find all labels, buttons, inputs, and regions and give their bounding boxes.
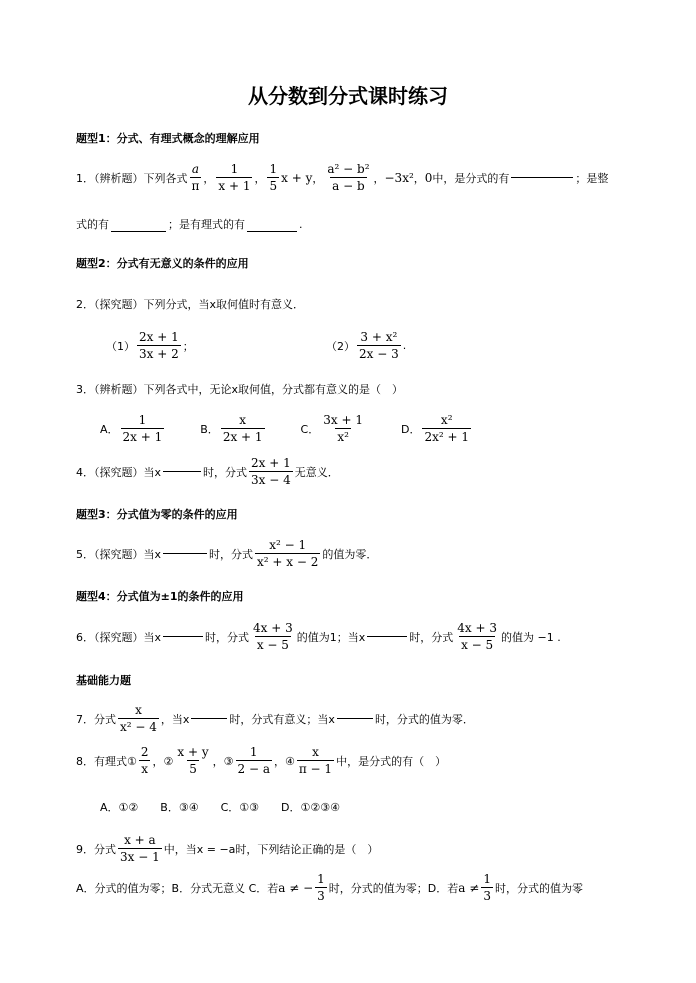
section-heading-4: 题型4：分式值为±1的条件的应用 bbox=[76, 590, 244, 603]
choice-label: C． bbox=[300, 422, 320, 436]
question-2-text: 2．（探究题）下列分式，当x取何值时有意义． bbox=[76, 298, 305, 311]
fraction: $\frac{x + a}{3x - 1}$ bbox=[120, 833, 160, 864]
q8-text: ，③ bbox=[212, 754, 234, 768]
expression: x + y bbox=[281, 170, 313, 185]
fraction: $\frac{2}{x}$ bbox=[140, 745, 149, 776]
question-3-text: 3．（辨析题）下列各式中，无论x取何值，分式都有意义的是（ ） bbox=[76, 383, 404, 396]
expression: −3x² bbox=[384, 170, 414, 185]
q7-text: 7．分式 bbox=[76, 712, 116, 726]
answer-blank[interactable] bbox=[163, 636, 203, 637]
choice-number: ④ bbox=[188, 800, 199, 814]
choice-number: ① bbox=[118, 800, 129, 814]
label: （1） bbox=[106, 339, 135, 353]
q1-text: 中，是分式的有 bbox=[432, 171, 510, 185]
section-heading-3: 题型3：分式值为零的条件的应用 bbox=[76, 508, 238, 521]
fraction: $\frac{\text{a² − b²}}{a - b}$ bbox=[327, 162, 370, 193]
question-3-choices bbox=[100, 413, 473, 444]
question-6 bbox=[76, 621, 561, 652]
answer-blank[interactable] bbox=[163, 553, 207, 554]
answer-blank[interactable] bbox=[247, 231, 297, 232]
choice-number: ③ bbox=[320, 800, 331, 814]
question-5 bbox=[76, 538, 377, 569]
q5-text: 5．（探究题）当x bbox=[76, 547, 162, 561]
q9-text: 中，当x = −a时，下列结论正确的是（ ） bbox=[163, 842, 379, 856]
answer-blank[interactable] bbox=[511, 177, 573, 178]
expression: 0 bbox=[424, 170, 433, 185]
q9-text: 时，分式的值为零；D．若 bbox=[328, 881, 459, 895]
fraction: $\frac{x}{\text{x² − 4}}$ bbox=[120, 703, 157, 734]
q6-text: 的值为 −1 . bbox=[501, 630, 561, 644]
choice-value bbox=[301, 801, 341, 814]
question-2-part-2 bbox=[326, 330, 406, 361]
section-heading-2: 题型2：分式有无意义的条件的应用 bbox=[76, 257, 249, 270]
fraction: $\frac{2x + 1}{3x + 2}$ bbox=[139, 330, 179, 361]
fraction: $\frac{4x + 3}{x - 5}$ bbox=[457, 621, 497, 652]
label: ； bbox=[182, 339, 194, 353]
fraction: $\frac{2x + 1}{3x - 4}$ bbox=[251, 456, 291, 487]
q6-text: 的值为1；当x bbox=[296, 630, 366, 644]
fraction: $\frac{x + y}{5}$ bbox=[177, 745, 209, 776]
choice-number: ① bbox=[300, 800, 311, 814]
q5-text: 时，分式 bbox=[209, 547, 254, 561]
choice-value bbox=[179, 801, 199, 814]
fraction: $\frac{\text{x² − 1}}{\text{x² + x − 2}}$ bbox=[257, 538, 319, 569]
fraction: $\frac{1}{x + 1}$ bbox=[218, 162, 251, 193]
choice-value bbox=[239, 801, 259, 814]
answer-blank[interactable] bbox=[191, 718, 227, 719]
choice-number: ② bbox=[128, 800, 139, 814]
label: （2） bbox=[326, 339, 355, 353]
choice-label: A． bbox=[100, 422, 119, 436]
choice-label: D． bbox=[400, 422, 421, 436]
answer-blank[interactable] bbox=[337, 718, 373, 719]
answer-blank[interactable] bbox=[111, 231, 166, 232]
question-8-choices bbox=[100, 799, 340, 815]
question-8 bbox=[76, 745, 446, 776]
q1-text: ；是有理式的有 bbox=[168, 218, 245, 231]
fraction: $\frac{1}{2x + 1}$ bbox=[122, 413, 163, 444]
section-heading-1: 题型1：分式、有理式概念的理解应用 bbox=[76, 132, 260, 145]
q7-text: ，当x bbox=[160, 712, 190, 726]
fraction: $\frac{x}{\pi - 1}$ bbox=[298, 745, 333, 776]
question-1-line-2 bbox=[76, 216, 303, 232]
answer-blank[interactable] bbox=[163, 471, 201, 472]
expression: a ≠ − bbox=[278, 880, 314, 895]
q9-text: 时，分式的值为零 bbox=[494, 881, 583, 895]
q7-text: 时，分式的值为零． bbox=[374, 712, 474, 726]
q1-text: 式的有 bbox=[76, 218, 109, 231]
choice-label: D． bbox=[281, 801, 301, 814]
q1-text: . bbox=[299, 218, 303, 231]
fraction: $\frac{1}{3}$ bbox=[483, 872, 491, 903]
fraction: $\frac{3x + 1}{\text{x²}}$ bbox=[323, 413, 363, 444]
question-9 bbox=[76, 833, 378, 864]
q8-text: ，④ bbox=[273, 754, 295, 768]
page-title: 从分数到分式课时练习 bbox=[248, 84, 448, 108]
q6-text: 6．（探究题）当x bbox=[76, 630, 162, 644]
fraction: $\frac{\text{3 + x²}}{2x - 3}$ bbox=[359, 330, 399, 361]
q8-text: 8．有理式① bbox=[76, 754, 137, 768]
choice-label: B． bbox=[200, 422, 219, 436]
fraction: $\frac{1}{2 - a}$ bbox=[237, 745, 270, 776]
q6-text: 时，分式 bbox=[409, 630, 454, 644]
question-9-options bbox=[76, 872, 583, 903]
fraction: $\frac{a}{\pi}$ bbox=[191, 162, 200, 193]
choice-number: ④ bbox=[330, 800, 340, 814]
q8-text: 中，是分式的有（ ） bbox=[336, 754, 447, 768]
choice-number: ③ bbox=[178, 800, 189, 814]
choice-number: ② bbox=[310, 800, 321, 814]
q1-prefix: 1．（辨析题）下列各式 bbox=[76, 171, 188, 185]
choice-label: B． bbox=[160, 801, 179, 814]
label: . bbox=[402, 339, 407, 352]
q8-text: ，② bbox=[152, 754, 174, 768]
fraction: $\frac{1}{5}$ bbox=[269, 162, 278, 193]
question-4 bbox=[76, 456, 339, 487]
question-1-line-1: 1．（辨析题）下列各式 $\frac{a}{\pi}$ ， $\frac{1}{x + 1}$ ， $\frac{1}{5}$ x + y ， $\frac{\text{a² − b²}}{a - b}$ ， −3x² ， 0 中，是分式的有 ；是整 bbox=[76, 162, 609, 193]
q7-text: 时，分式有意义；当x bbox=[229, 712, 335, 726]
question-2-part-1 bbox=[106, 330, 194, 361]
q9-text: 9．分式 bbox=[76, 842, 116, 856]
q4-text: 无意义． bbox=[294, 465, 339, 479]
fraction: $\frac{1}{3}$ bbox=[317, 872, 325, 903]
question-7 bbox=[76, 703, 474, 734]
choice-value bbox=[119, 801, 139, 814]
fraction: $\frac{\text{x²}}{\text{2x² + 1}}$ bbox=[424, 413, 469, 444]
q6-text: 时，分式 bbox=[205, 630, 250, 644]
q1-text: ；是整 bbox=[575, 171, 609, 185]
answer-blank[interactable] bbox=[367, 636, 407, 637]
q4-text: 时，分式 bbox=[203, 465, 248, 479]
fraction: $\frac{x}{2x + 1}$ bbox=[222, 413, 263, 444]
choice-number: ③ bbox=[249, 800, 260, 814]
fraction: $\frac{4x + 3}{x - 5}$ bbox=[253, 621, 293, 652]
q4-text: 4．（探究题）当x bbox=[76, 465, 162, 479]
q9-text: A．分式的值为零；B．分式无意义 C．若 bbox=[76, 881, 279, 895]
choice-label: C． bbox=[220, 801, 240, 814]
expression: a ≠ bbox=[458, 880, 480, 895]
choice-label: A． bbox=[100, 801, 119, 814]
choice-number: ① bbox=[239, 800, 250, 814]
section-heading-5: 基础能力题 bbox=[76, 674, 131, 687]
q5-text: 的值为零． bbox=[322, 547, 378, 561]
